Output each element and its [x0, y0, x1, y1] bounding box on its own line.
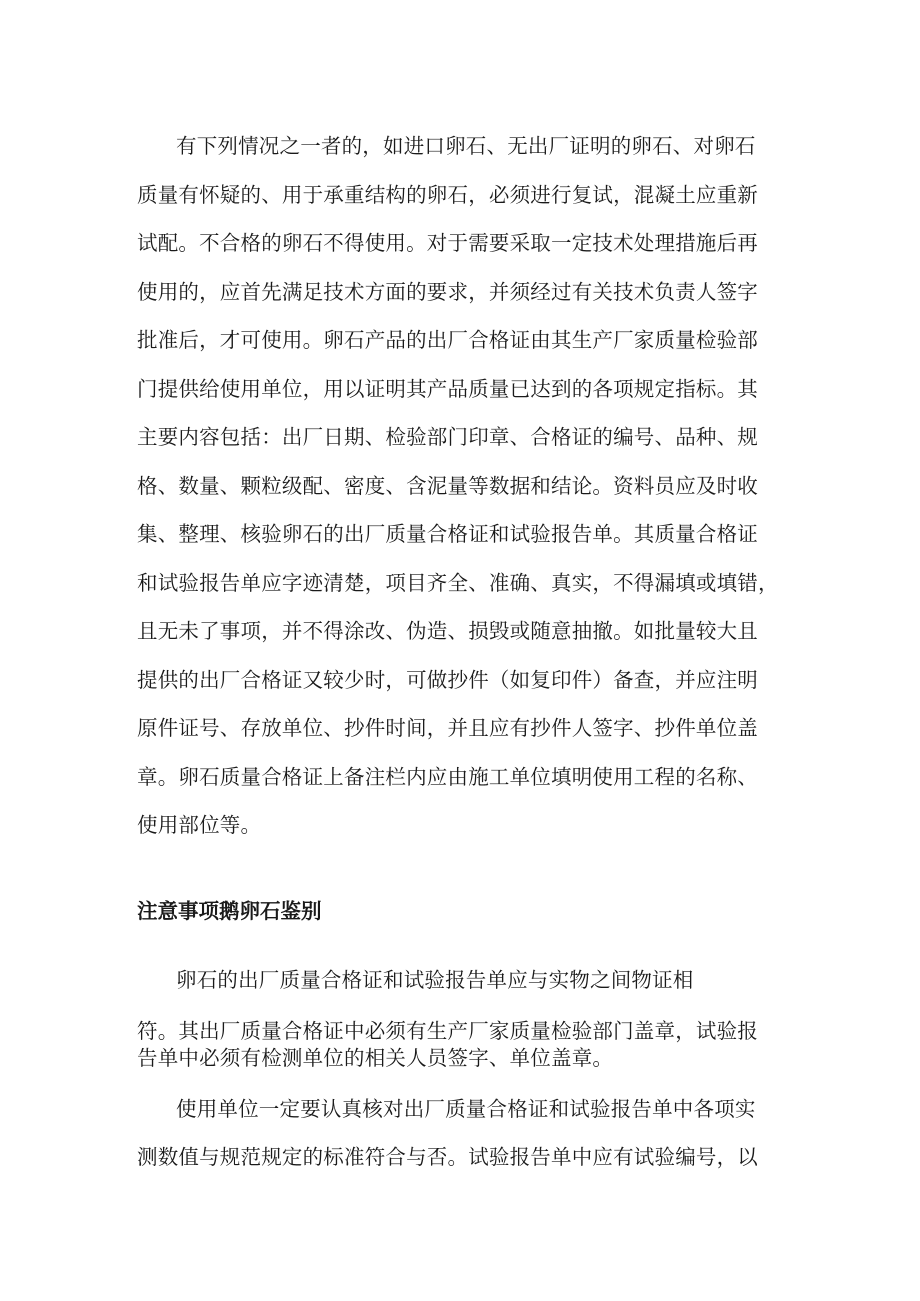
paragraph-1-line: 使用部位等。: [137, 813, 262, 837]
paragraph-1-line: 主要内容包括：出厂日期、检验部门印章、合格证的编号、品种、规: [137, 425, 758, 449]
paragraph-1-line: 使用的，应首先满足技术方面的要求，并须经过有关技术负责人签字: [137, 280, 758, 304]
paragraph-1-line: 批准后，才可使用。卵石产品的出厂合格证由其生产厂家质量检验部: [137, 328, 758, 352]
paragraph-1-line: 章。卵石质量合格证上备注栏内应由施工单位填明使用工程的名称、: [137, 765, 758, 789]
paragraph-1-line: 质量有怀疑的、用于承重结构的卵石，必须进行复试，混凝土应重新: [137, 183, 758, 207]
paragraph-1-line: 集、整理、核验卵石的出厂质量合格证和试验报告单。其质量合格证: [137, 522, 758, 546]
paragraph-3-line: 使用单位一定要认真核对出厂质量合格证和试验报告单中各项实: [176, 1097, 756, 1121]
section-heading: 注意事项鹅卵石鉴别: [137, 899, 322, 923]
paragraph-2-line: 告单中必须有检测单位的相关人员签字、单位盖章。: [137, 1046, 614, 1070]
paragraph-1-line: 门提供给使用单位，用以证明其产品质量已达到的各项规定指标。其: [137, 377, 758, 401]
paragraph-2-line: 符。其出厂质量合格证中必须有生产厂家质量检验部门盖章，试验报: [137, 1019, 758, 1043]
paragraph-2-line: 卵石的出厂质量合格证和试验报告单应与实物之间物证相: [176, 968, 694, 992]
paragraph-3-line: 测数值与规范规定的标准符合与否。试验报告单中应有试验编号，以: [137, 1145, 758, 1169]
paragraph-1-line: 试配。不合格的卵石不得使用。对于需要采取一定技术处理措施后再: [137, 231, 758, 255]
paragraph-1-line: 且无未了事项，并不得涂改、伪造、损毁或随意抽撤。如批量较大且: [137, 619, 758, 643]
paragraph-1-line: 提供的出厂合格证又较少时，可做抄件（如复印件）备查，并应注明: [137, 668, 758, 692]
paragraph-1-line: 原件证号、存放单位、抄件时间，并且应有抄件人签字、抄件单位盖: [137, 716, 758, 740]
paragraph-1-line: 格、数量、颗粒级配、密度、含泥量等数据和结论。资料员应及时收: [137, 474, 758, 498]
paragraph-1-line: 和试验报告单应字迹清楚，项目齐全、准确、真实，不得漏填或填错，: [137, 571, 779, 595]
paragraph-1-line: 有下列情况之一者的，如进口卵石、无出厂证明的卵石、对卵石: [176, 134, 756, 158]
